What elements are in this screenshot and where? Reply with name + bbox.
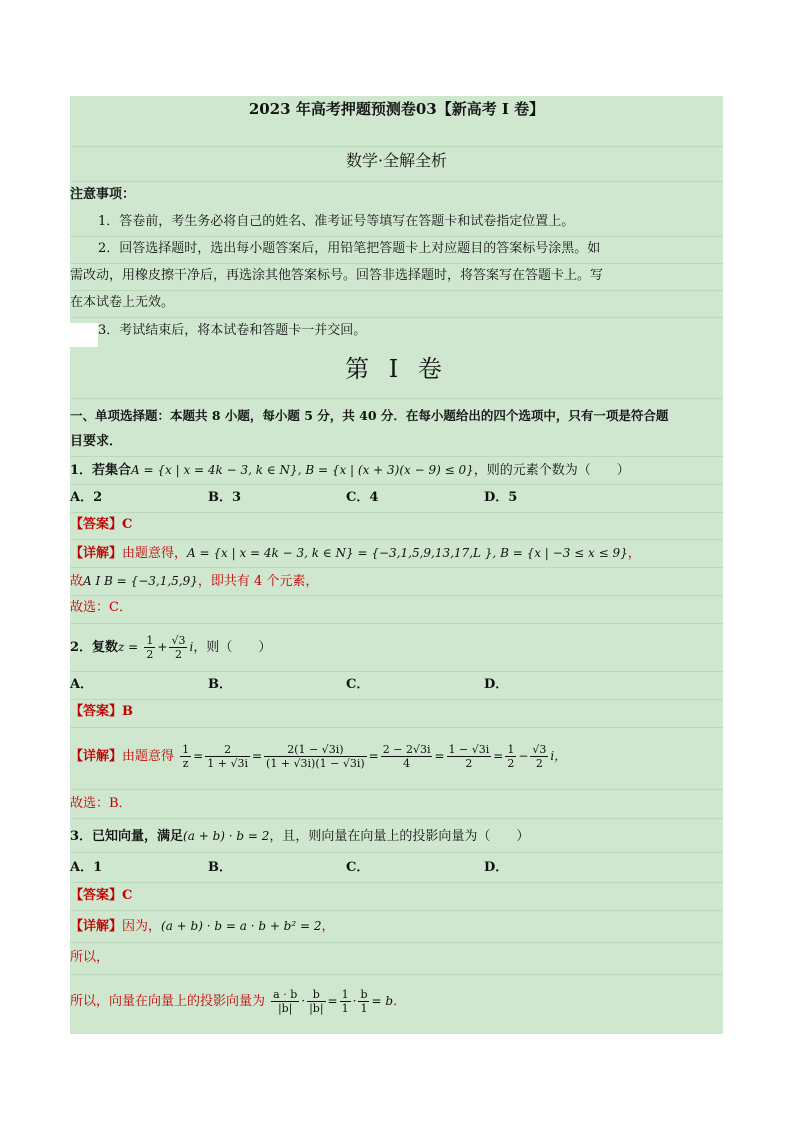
option-c: C．4 bbox=[346, 490, 379, 505]
option-a: A．1 bbox=[70, 860, 103, 875]
question-1-stem: 1．若集合A = {x | x = 4k − 3, k ∈ N}, B = {x | (x + 3)(x − 9) ≤ 0}，则的元素个数为（ ） bbox=[70, 463, 630, 478]
divider bbox=[70, 290, 723, 291]
divider bbox=[70, 789, 723, 790]
divider bbox=[70, 398, 723, 399]
divider bbox=[70, 181, 723, 182]
divider bbox=[70, 317, 723, 318]
option-c: C． bbox=[346, 677, 370, 692]
option-b: B．3 bbox=[208, 490, 242, 505]
divider bbox=[70, 512, 723, 513]
divider bbox=[70, 456, 723, 457]
divider bbox=[70, 942, 723, 943]
option-d: D． bbox=[484, 860, 509, 875]
question-3-answer: 【答案】C bbox=[70, 888, 133, 903]
question-3-stem: 3．已知向量，满足(a + b) · b = 2，且，则向量在向量上的投影向量为（ ） bbox=[70, 829, 530, 844]
divider bbox=[70, 671, 723, 672]
option-d: D．5 bbox=[484, 490, 518, 505]
question-1-options bbox=[70, 490, 723, 506]
question-1-detail-line2: 故A I B = {−3,1,5,9}，即共有 4 个元素， bbox=[70, 574, 319, 589]
divider bbox=[70, 974, 723, 975]
document-subtitle: 数学·全解全析 bbox=[345, 151, 448, 170]
option-c: C． bbox=[346, 860, 370, 875]
divider bbox=[70, 263, 723, 264]
question-3-options bbox=[70, 860, 723, 876]
divider bbox=[70, 623, 723, 624]
divider bbox=[70, 484, 723, 485]
notice-item: 2．回答选择题时，选出每小题答案后，用铅笔把答题卡上对应题目的答案标号涂黑。如 bbox=[98, 241, 601, 256]
option-a: A． bbox=[70, 677, 94, 692]
divider bbox=[70, 236, 723, 237]
section-heading-cont: 目要求． bbox=[70, 434, 123, 449]
notice-item: 3．考试结束后，将本试卷和答题卡一并交回。 bbox=[98, 323, 367, 338]
option-b: B． bbox=[208, 677, 232, 692]
question-2-stem: 2．复数z = $\frac{1}{2}$ + $\frac{√3}{2}$ i，则（ ） bbox=[70, 634, 272, 661]
divider bbox=[70, 146, 723, 147]
question-2-conclusion: 故选：B． bbox=[70, 796, 132, 811]
notice-item: 需改动，用橡皮擦干净后，再选涂其他答案标号。回答非选择题时，将答案写在答题卡上。写 bbox=[70, 268, 604, 283]
divider bbox=[70, 910, 723, 911]
divider bbox=[70, 818, 723, 819]
question-1-detail: 【详解】由题意得，A = {x | x = 4k − 3, k ∈ N} = {−3,1,5,9,13,17,L }, B = {x | −3 ≤ x ≤ 9}， bbox=[70, 546, 641, 561]
notice-heading: 注意事项： bbox=[70, 187, 136, 202]
question-3-detail-line2: 所以， bbox=[70, 950, 110, 965]
notice-item: 1．答卷前，考生务必将自己的姓名、准考证号等填写在答题卡和试卷指定位置上。 bbox=[98, 214, 575, 229]
question-2-answer: 【答案】B bbox=[70, 704, 133, 719]
divider bbox=[70, 539, 723, 540]
divider bbox=[70, 567, 723, 568]
question-3-detail-line3: 所以，向量在向量上的投影向量为 $\frac{a \cdot b}{|b|}$ · $\frac{b}{|b|}$ = $\frac{1}{1}$ · $\frac{b}{1}$ = b． bbox=[70, 988, 407, 1015]
divider bbox=[70, 852, 723, 853]
option-b: B． bbox=[208, 860, 232, 875]
option-a: A．2 bbox=[70, 490, 103, 505]
question-2-detail: 【详解】由题意得 $\frac{1}{z}$ = $\frac{2}{1 + √3i}$ = $\frac{2(1 - √3i)}{(1 + √3i)(1 - √3i)}$ = $\frac{2 - 2√3i}{4}$ = $\frac{1 - √3i}{2}$ = $\frac{1}{2}$ − $\frac{√3}{2}$ i， bbox=[70, 743, 567, 770]
divider bbox=[70, 595, 723, 596]
question-2-options bbox=[70, 677, 723, 693]
divider bbox=[70, 882, 723, 883]
question-1-conclusion: 故选：C． bbox=[70, 600, 132, 615]
section-heading: 一、单项选择题：本题共 8 小题，每小题 5 分，共 40 分．在每小题给出的四个选项中，只有一项是符合题 bbox=[70, 408, 669, 423]
divider bbox=[70, 699, 723, 700]
volume-title: 第 I 卷 bbox=[345, 355, 448, 383]
document-title: 2023 年高考押题预测卷03【新高考 I 卷】 bbox=[248, 100, 545, 118]
divider bbox=[70, 727, 723, 728]
notice-item: 在本试卷上无效。 bbox=[70, 295, 175, 310]
question-3-detail: 【详解】因为，(a + b) · b = a · b + b² = 2， bbox=[70, 919, 335, 934]
question-1-answer: 【答案】C bbox=[70, 517, 133, 532]
option-d: D． bbox=[484, 677, 509, 692]
